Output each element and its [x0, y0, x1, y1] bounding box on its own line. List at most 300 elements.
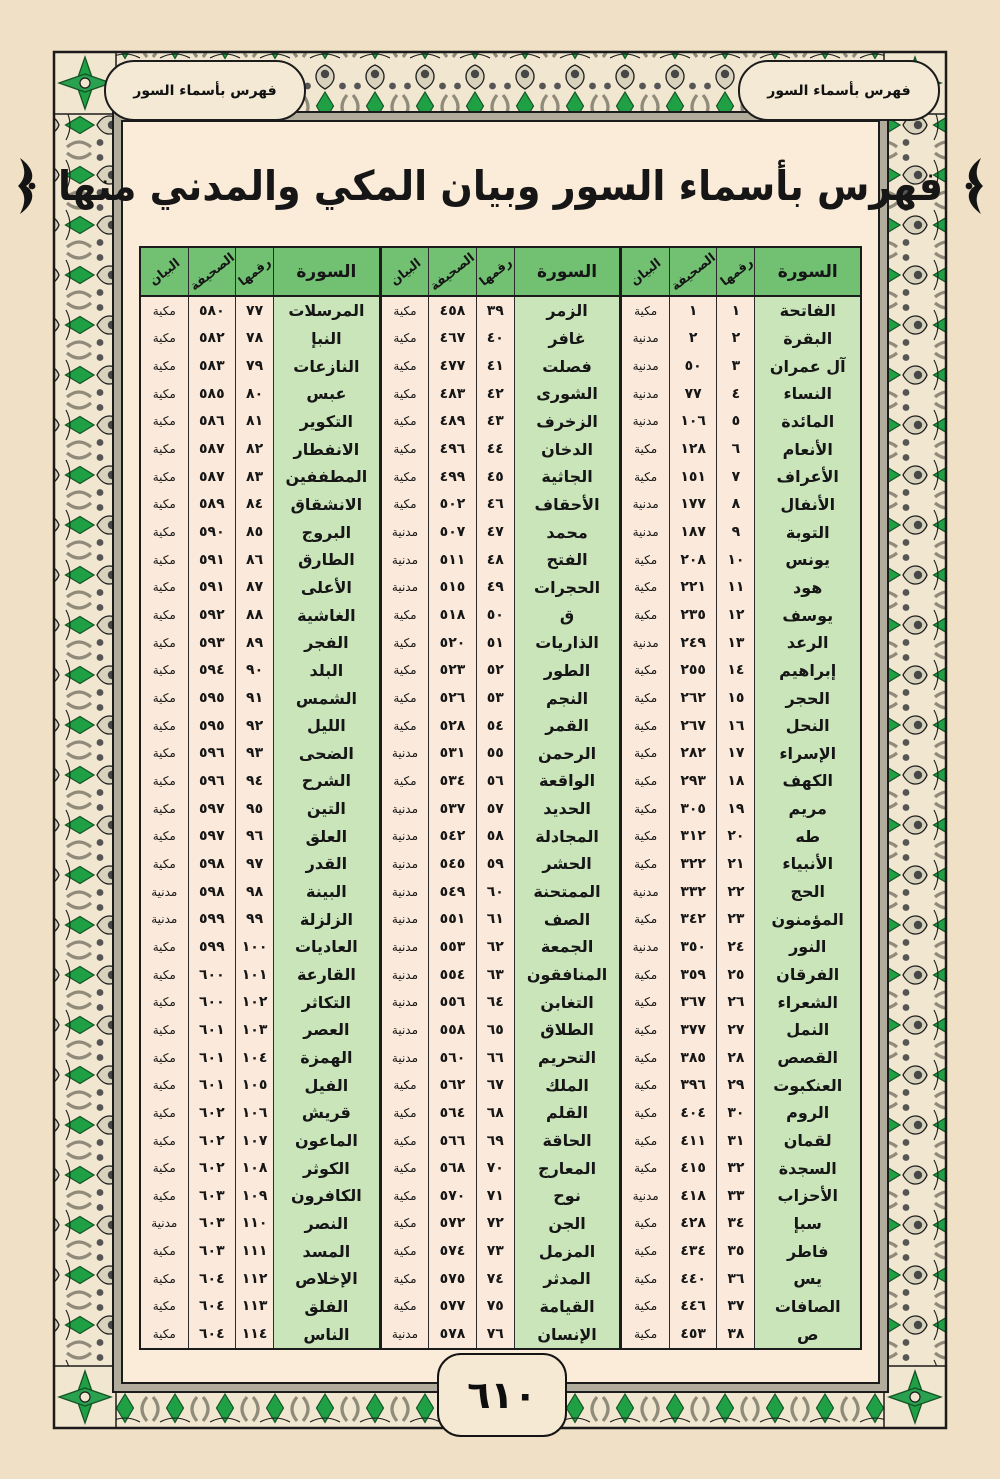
surah-row: [141, 767, 379, 795]
surah-name: الحديد: [515, 795, 620, 823]
surah-number: ٢٥: [717, 961, 755, 989]
header-number: رقمها: [477, 248, 515, 295]
surah-row: [382, 933, 620, 961]
surah-row: [382, 518, 620, 546]
surah-row: [622, 297, 860, 325]
surah-number: ٤٩: [477, 574, 515, 602]
revelation-type: مكية: [141, 546, 189, 574]
surah-row: [141, 657, 379, 685]
surah-name: النبإ: [274, 325, 379, 353]
surah-number: ١٠: [717, 546, 755, 574]
surah-number: ٨٥: [236, 518, 274, 546]
surah-name: الهمزة: [274, 1044, 379, 1072]
page-number: ٤٥٨: [429, 297, 477, 325]
revelation-type: مكية: [141, 684, 189, 712]
revelation-type: مكية: [622, 684, 670, 712]
header-bayan: البيان: [141, 248, 189, 295]
surah-row: [141, 1044, 379, 1072]
surah-name: القدر: [274, 850, 379, 878]
page-number: ٦٠٠: [189, 961, 237, 989]
table-header: [141, 248, 379, 297]
surah-table-77-114: [139, 246, 381, 1350]
surah-name: الحاقة: [515, 1127, 620, 1155]
surah-row: [622, 435, 860, 463]
page-number: ٥٦٦: [429, 1127, 477, 1155]
surah-number: ٧٧: [236, 297, 274, 325]
surah-name: المدثر: [515, 1265, 620, 1293]
page-number: ٥٨٠: [189, 297, 237, 325]
surah-row: [382, 878, 620, 906]
revelation-type: مكية: [141, 1099, 189, 1127]
surah-name: مريم: [755, 795, 860, 823]
page-number: ٣٦٧: [670, 988, 718, 1016]
revelation-type: مكية: [141, 435, 189, 463]
revelation-type: مكية: [141, 1265, 189, 1293]
revelation-type: مكية: [141, 933, 189, 961]
surah-row: [622, 740, 860, 768]
surah-row: [382, 297, 620, 325]
page-number: ٤١١: [670, 1127, 718, 1155]
surah-row: [141, 740, 379, 768]
surah-name: الأعراف: [755, 463, 860, 491]
revelation-type: مكية: [622, 574, 670, 602]
surah-number: ٨٦: [236, 546, 274, 574]
surah-row: [382, 1016, 620, 1044]
surah-name: الذاريات: [515, 629, 620, 657]
surah-number: ٦٥: [477, 1016, 515, 1044]
page-number: ٦٠١: [189, 1071, 237, 1099]
surah-name: المرسلات: [274, 297, 379, 325]
revelation-type: مكية: [382, 408, 430, 436]
surah-number: ٢٣: [717, 905, 755, 933]
surah-number: ١٠٧: [236, 1127, 274, 1155]
revelation-type: مكية: [141, 1127, 189, 1155]
surah-row: [622, 518, 860, 546]
table-body: [622, 297, 860, 1348]
surah-row: [382, 795, 620, 823]
surah-number: ٧١: [477, 1182, 515, 1210]
surah-number: ٦١: [477, 905, 515, 933]
surah-name: البلد: [274, 657, 379, 685]
table-header: [622, 248, 860, 297]
page-number: ٦٠٠: [189, 988, 237, 1016]
header-number: رقمها: [717, 248, 755, 295]
revelation-type: مكية: [141, 961, 189, 989]
surah-row: [141, 435, 379, 463]
surah-number: ١٤: [717, 657, 755, 685]
page-number: ٣٤٢: [670, 905, 718, 933]
page-number: ٥٢٠: [429, 629, 477, 657]
revelation-type: مدنية: [141, 1210, 189, 1238]
surah-row: [622, 850, 860, 878]
surah-row: [622, 491, 860, 519]
surah-row: [622, 767, 860, 795]
page-number: ٥٧٧: [429, 1293, 477, 1321]
revelation-type: مكية: [141, 518, 189, 546]
page-number: ٧٧: [670, 380, 718, 408]
revelation-type: مكية: [622, 1293, 670, 1321]
surah-number: ٧٩: [236, 352, 274, 380]
surah-name: التكوير: [274, 408, 379, 436]
page-number: ٥٧٥: [429, 1265, 477, 1293]
page-number: ٥٧٨: [429, 1320, 477, 1348]
table-body: [141, 297, 379, 1348]
surah-number: ٤٤: [477, 435, 515, 463]
surah-number: ٣٩: [477, 297, 515, 325]
page-number: ٥٥١: [429, 905, 477, 933]
surah-number: ٩: [717, 518, 755, 546]
surah-number: ٦٧: [477, 1071, 515, 1099]
surah-name: الشرح: [274, 767, 379, 795]
surah-row: [622, 905, 860, 933]
revelation-type: مدنية: [382, 1044, 430, 1072]
page-number: ٢٥٥: [670, 657, 718, 685]
surah-name: التغابن: [515, 988, 620, 1016]
page-number: ٢: [670, 325, 718, 353]
revelation-type: مكية: [382, 1127, 430, 1155]
surah-name: عبس: [274, 380, 379, 408]
surah-name: المنافقون: [515, 961, 620, 989]
surah-number: ٣٠: [717, 1099, 755, 1127]
surah-number: ٣٧: [717, 1293, 755, 1321]
surah-name: الكوثر: [274, 1154, 379, 1182]
surah-name: الصافات: [755, 1293, 860, 1321]
surah-name: التوبة: [755, 518, 860, 546]
revelation-type: مكية: [382, 463, 430, 491]
surah-name: الطلاق: [515, 1016, 620, 1044]
surah-row: [141, 878, 379, 906]
surah-row: [622, 325, 860, 353]
page-number: ٥٨٢: [189, 325, 237, 353]
page-number: ٥٨٩: [189, 491, 237, 519]
surah-name: سبإ: [755, 1210, 860, 1238]
revelation-type: مكية: [141, 1320, 189, 1348]
surah-name: الجاثية: [515, 463, 620, 491]
surah-row: [141, 1154, 379, 1182]
surah-number: ١١٣: [236, 1293, 274, 1321]
revelation-type: مكية: [141, 850, 189, 878]
surah-row: [141, 795, 379, 823]
surah-index-tables: [139, 246, 862, 1350]
surah-number: ٣٢: [717, 1154, 755, 1182]
page-number: ٥٩١: [189, 546, 237, 574]
surah-name: محمد: [515, 518, 620, 546]
revelation-type: مكية: [382, 491, 430, 519]
surah-number: ٢١: [717, 850, 755, 878]
surah-number: ١٠٦: [236, 1099, 274, 1127]
page-number: ٢٨٢: [670, 740, 718, 768]
surah-row: [141, 325, 379, 353]
revelation-type: مكية: [382, 601, 430, 629]
revelation-type: مكية: [622, 546, 670, 574]
page-number: ٥٦٢: [429, 1071, 477, 1099]
page-number: ٥٧٠: [429, 1182, 477, 1210]
surah-number: ٣٦: [717, 1265, 755, 1293]
revelation-type: مكية: [622, 1127, 670, 1155]
surah-row: [141, 1320, 379, 1348]
revelation-type: مكية: [141, 740, 189, 768]
page-number: ٥٢٣: [429, 657, 477, 685]
revelation-type: مكية: [622, 1265, 670, 1293]
surah-number: ٥٥: [477, 740, 515, 768]
surah-number: ٤٦: [477, 491, 515, 519]
surah-name: الأحزاب: [755, 1182, 860, 1210]
surah-number: ٨٧: [236, 574, 274, 602]
page-number: ٥٩٨: [189, 850, 237, 878]
surah-row: [382, 822, 620, 850]
surah-name: الممتحنة: [515, 878, 620, 906]
surah-row: [141, 1265, 379, 1293]
surah-number: ٥١: [477, 629, 515, 657]
revelation-type: مكية: [622, 1016, 670, 1044]
surah-row: [141, 1182, 379, 1210]
surah-name: آل عمران: [755, 352, 860, 380]
surah-name: النساء: [755, 380, 860, 408]
surah-name: العصر: [274, 1016, 379, 1044]
surah-name: النمل: [755, 1016, 860, 1044]
surah-name: الفلق: [274, 1293, 379, 1321]
title-ornament-left-icon: [14, 154, 40, 218]
surah-name: لقمان: [755, 1127, 860, 1155]
revelation-type: مكية: [382, 684, 430, 712]
revelation-type: مدنية: [382, 546, 430, 574]
surah-number: ٧٥: [477, 1293, 515, 1321]
page-number: ٥١١: [429, 546, 477, 574]
surah-row: [141, 574, 379, 602]
surah-name: المزمل: [515, 1237, 620, 1265]
page-number: ٥٦٠: [429, 1044, 477, 1072]
surah-name: الشورى: [515, 380, 620, 408]
surah-number: ٩٣: [236, 740, 274, 768]
revelation-type: مكية: [382, 380, 430, 408]
surah-number: ١٢: [717, 601, 755, 629]
surah-name: الفرقان: [755, 961, 860, 989]
revelation-type: مكية: [141, 352, 189, 380]
surah-row: [382, 463, 620, 491]
revelation-type: مدنية: [622, 933, 670, 961]
surah-number: ٤٥: [477, 463, 515, 491]
surah-number: ٩٦: [236, 822, 274, 850]
table-body: [382, 297, 620, 1348]
surah-name: طه: [755, 822, 860, 850]
surah-name: المطففين: [274, 463, 379, 491]
revelation-type: مدنية: [382, 1016, 430, 1044]
surah-number: ١٠٠: [236, 933, 274, 961]
surah-row: [141, 518, 379, 546]
surah-number: ٢٧: [717, 1016, 755, 1044]
surah-number: ٩١: [236, 684, 274, 712]
title-ornament-right-icon: [961, 154, 987, 218]
revelation-type: مكية: [622, 712, 670, 740]
surah-row: [622, 1154, 860, 1182]
surah-name: يس: [755, 1265, 860, 1293]
page-number: ٥٩٣: [189, 629, 237, 657]
page-title: فهرس بأسماء السور وبيان المكي والمدني منها: [57, 162, 944, 210]
revelation-type: مدنية: [622, 380, 670, 408]
surah-row: [382, 712, 620, 740]
revelation-type: مدنية: [622, 518, 670, 546]
surah-name: العاديات: [274, 933, 379, 961]
surah-number: ٥٣: [477, 684, 515, 712]
page-number: ٦٠٣: [189, 1210, 237, 1238]
surah-name: الانفطار: [274, 435, 379, 463]
surah-name: الإسراء: [755, 740, 860, 768]
surah-name: الأنعام: [755, 435, 860, 463]
revelation-type: مكية: [382, 435, 430, 463]
surah-name: المعارج: [515, 1154, 620, 1182]
surah-number: ٢٦: [717, 988, 755, 1016]
surah-name: الرعد: [755, 629, 860, 657]
revelation-type: مكية: [382, 352, 430, 380]
revelation-type: مكية: [382, 1071, 430, 1099]
page-number: ٥٣٧: [429, 795, 477, 823]
surah-name: الروم: [755, 1099, 860, 1127]
surah-name: الانشقاق: [274, 491, 379, 519]
surah-name: السجدة: [755, 1154, 860, 1182]
surah-name: البينة: [274, 878, 379, 906]
surah-name: الفجر: [274, 629, 379, 657]
surah-row: [382, 1265, 620, 1293]
page-number: ٢٣٥: [670, 601, 718, 629]
surah-number: ١٠٨: [236, 1154, 274, 1182]
surah-table-39-76: [380, 246, 622, 1350]
surah-name: الجمعة: [515, 933, 620, 961]
page-number: ٤٧٧: [429, 352, 477, 380]
surah-name: الإنسان: [515, 1320, 620, 1348]
surah-number: ٦٠: [477, 878, 515, 906]
surah-name: الشمس: [274, 684, 379, 712]
revelation-type: مكية: [622, 767, 670, 795]
surah-number: ٧٤: [477, 1265, 515, 1293]
surah-name: الطور: [515, 657, 620, 685]
page-number: ٣٣٢: [670, 878, 718, 906]
page-number: ٥١٨: [429, 601, 477, 629]
page-number: ٤٨٩: [429, 408, 477, 436]
page-number: ٤١٨: [670, 1182, 718, 1210]
surah-row: [622, 712, 860, 740]
surah-number: ١٠٩: [236, 1182, 274, 1210]
surah-name: النصر: [274, 1210, 379, 1238]
header-number: رقمها: [236, 248, 274, 295]
surah-number: ٣٥: [717, 1237, 755, 1265]
surah-name: الغاشية: [274, 601, 379, 629]
revelation-type: مدنية: [622, 1182, 670, 1210]
revelation-type: مكية: [141, 1044, 189, 1072]
page-number: ٥٣١: [429, 740, 477, 768]
surah-name: البقرة: [755, 325, 860, 353]
surah-row: [382, 601, 620, 629]
revelation-type: مدنية: [382, 850, 430, 878]
surah-name: ص: [755, 1320, 860, 1348]
surah-number: ١١٤: [236, 1320, 274, 1348]
surah-row: [622, 352, 860, 380]
surah-name: قريش: [274, 1099, 379, 1127]
surah-row: [141, 1237, 379, 1265]
surah-number: ٦٨: [477, 1099, 515, 1127]
surah-name: الحشر: [515, 850, 620, 878]
page-number: ٣٨٥: [670, 1044, 718, 1072]
surah-number: ٨٩: [236, 629, 274, 657]
page-number: ٥٦٨: [429, 1154, 477, 1182]
page-number: ١٨٧: [670, 518, 718, 546]
page-number: ٥٩٠: [189, 518, 237, 546]
surah-number: ٩٨: [236, 878, 274, 906]
page-number: ٥٩٩: [189, 933, 237, 961]
page-number: ٣٠٥: [670, 795, 718, 823]
surah-row: [622, 1182, 860, 1210]
surah-row: [622, 1071, 860, 1099]
page-number: ٥٤٢: [429, 822, 477, 850]
surah-number: ٨٢: [236, 435, 274, 463]
revelation-type: مدنية: [382, 518, 430, 546]
page-number: ٥٩١: [189, 574, 237, 602]
surah-row: [382, 961, 620, 989]
surah-table-1-38: [620, 246, 862, 1350]
surah-number: ٤٧: [477, 518, 515, 546]
page-number: ٦٠٣: [189, 1237, 237, 1265]
surah-number: ٢٠: [717, 822, 755, 850]
page-number: ٤٦٧: [429, 325, 477, 353]
surah-row: [382, 1320, 620, 1348]
surah-row: [382, 905, 620, 933]
surah-name: الماعون: [274, 1127, 379, 1155]
revelation-type: مكية: [622, 1210, 670, 1238]
page-number: ٢٦٧: [670, 712, 718, 740]
table-header: [382, 248, 620, 297]
surah-number: ٥٦: [477, 767, 515, 795]
header-page: الصحيفة: [186, 249, 237, 294]
revelation-type: مكية: [141, 574, 189, 602]
surah-row: [622, 1044, 860, 1072]
revelation-type: مدنية: [382, 795, 430, 823]
surah-name: فصلت: [515, 352, 620, 380]
surah-name: غافر: [515, 325, 620, 353]
surah-row: [382, 435, 620, 463]
surah-name: الزلزلة: [274, 905, 379, 933]
revelation-type: مكية: [622, 1044, 670, 1072]
page-number: ٣٥٠: [670, 933, 718, 961]
page-number: ٥٤٥: [429, 850, 477, 878]
page-number: ٥٨٦: [189, 408, 237, 436]
revelation-type: مكية: [622, 601, 670, 629]
page-number-badge: [437, 1353, 567, 1437]
surah-name: الكهف: [755, 767, 860, 795]
page-number: ٥٥٦: [429, 988, 477, 1016]
revelation-type: مكية: [622, 988, 670, 1016]
surah-number: ٥٧: [477, 795, 515, 823]
surah-row: [622, 629, 860, 657]
surah-name: فاطر: [755, 1237, 860, 1265]
header-surah: السورة: [537, 261, 598, 282]
page-number: ٣٩٦: [670, 1071, 718, 1099]
surah-name: الواقعة: [515, 767, 620, 795]
surah-row: [382, 325, 620, 353]
header-cartouche-label: فهرس بأسماء السور: [767, 82, 911, 99]
page-number: ٦٠٢: [189, 1127, 237, 1155]
page-number: ٣٥٩: [670, 961, 718, 989]
surah-name: الفاتحة: [755, 297, 860, 325]
surah-name: التحريم: [515, 1044, 620, 1072]
surah-name: الحج: [755, 878, 860, 906]
surah-number: ٥٩: [477, 850, 515, 878]
surah-row: [141, 491, 379, 519]
page-number: ٤٩٦: [429, 435, 477, 463]
surah-row: [622, 1016, 860, 1044]
surah-number: ١٧: [717, 740, 755, 768]
revelation-type: مكية: [622, 822, 670, 850]
page-number: ٥٩٧: [189, 822, 237, 850]
revelation-type: مكية: [382, 1099, 430, 1127]
